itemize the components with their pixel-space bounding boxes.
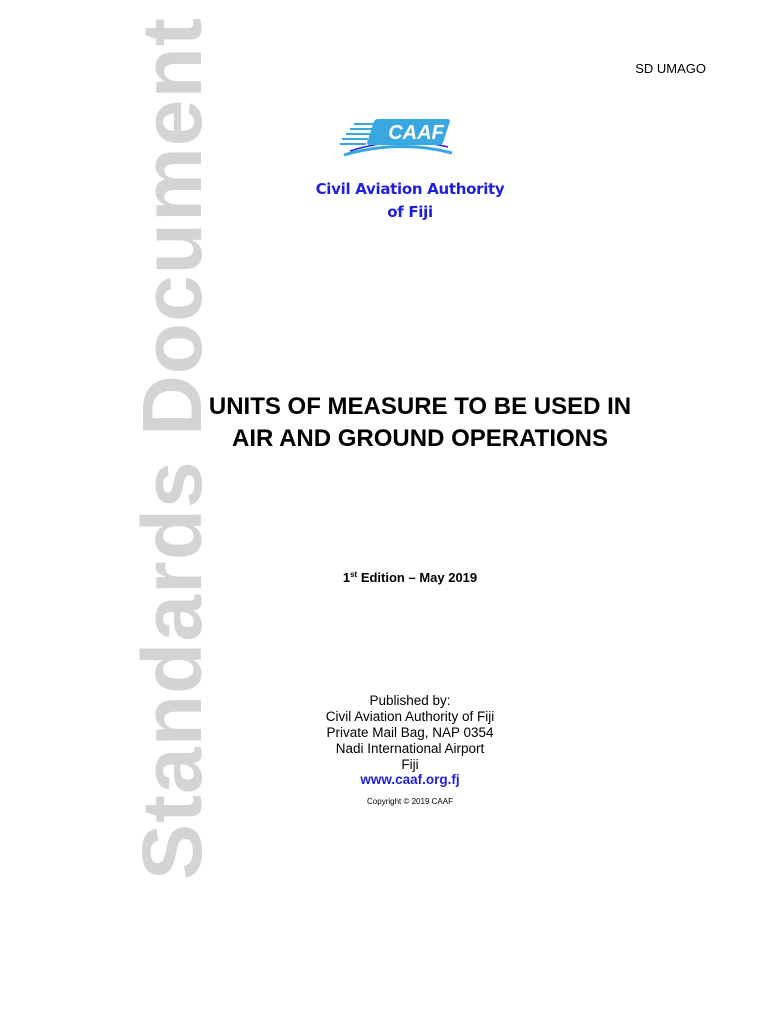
edition-line [260, 570, 560, 585]
publisher-name: Civil Aviation Authority of Fiji [325, 709, 495, 724]
document-title-line1: UNITS OF MEASURE TO BE USED IN [208, 393, 632, 420]
caaf-logo [340, 115, 460, 160]
caaf-logo-icon [340, 115, 460, 160]
edition-text: Edition – May 2019 [357, 570, 478, 585]
logo-text: CAAF [388, 122, 444, 144]
side-banner-text: Standards Document [125, 17, 219, 880]
publisher-address2: Nadi International Airport [335, 741, 485, 756]
copyright-notice: Copyright © 2019 CAAF [367, 797, 453, 806]
publisher-country: Fiji [401, 757, 419, 772]
side-banner [0, 0, 219, 1024]
publisher-address1: Private Mail Bag, NAP 0354 [326, 725, 494, 740]
website-link[interactable]: www.caaf.org.fj [360, 772, 460, 787]
document-code: SD UMAGO [635, 61, 706, 76]
edition-number: 1 [342, 570, 351, 585]
document-title-line2: AIR AND GROUND OPERATIONS [231, 425, 608, 452]
organization-name-line1: Civil Aviation Authority [315, 180, 505, 198]
edition-superscript: st [350, 570, 358, 579]
published-by-label: Published by: [369, 693, 451, 708]
organization-name-line2: of Fiji [387, 203, 433, 221]
